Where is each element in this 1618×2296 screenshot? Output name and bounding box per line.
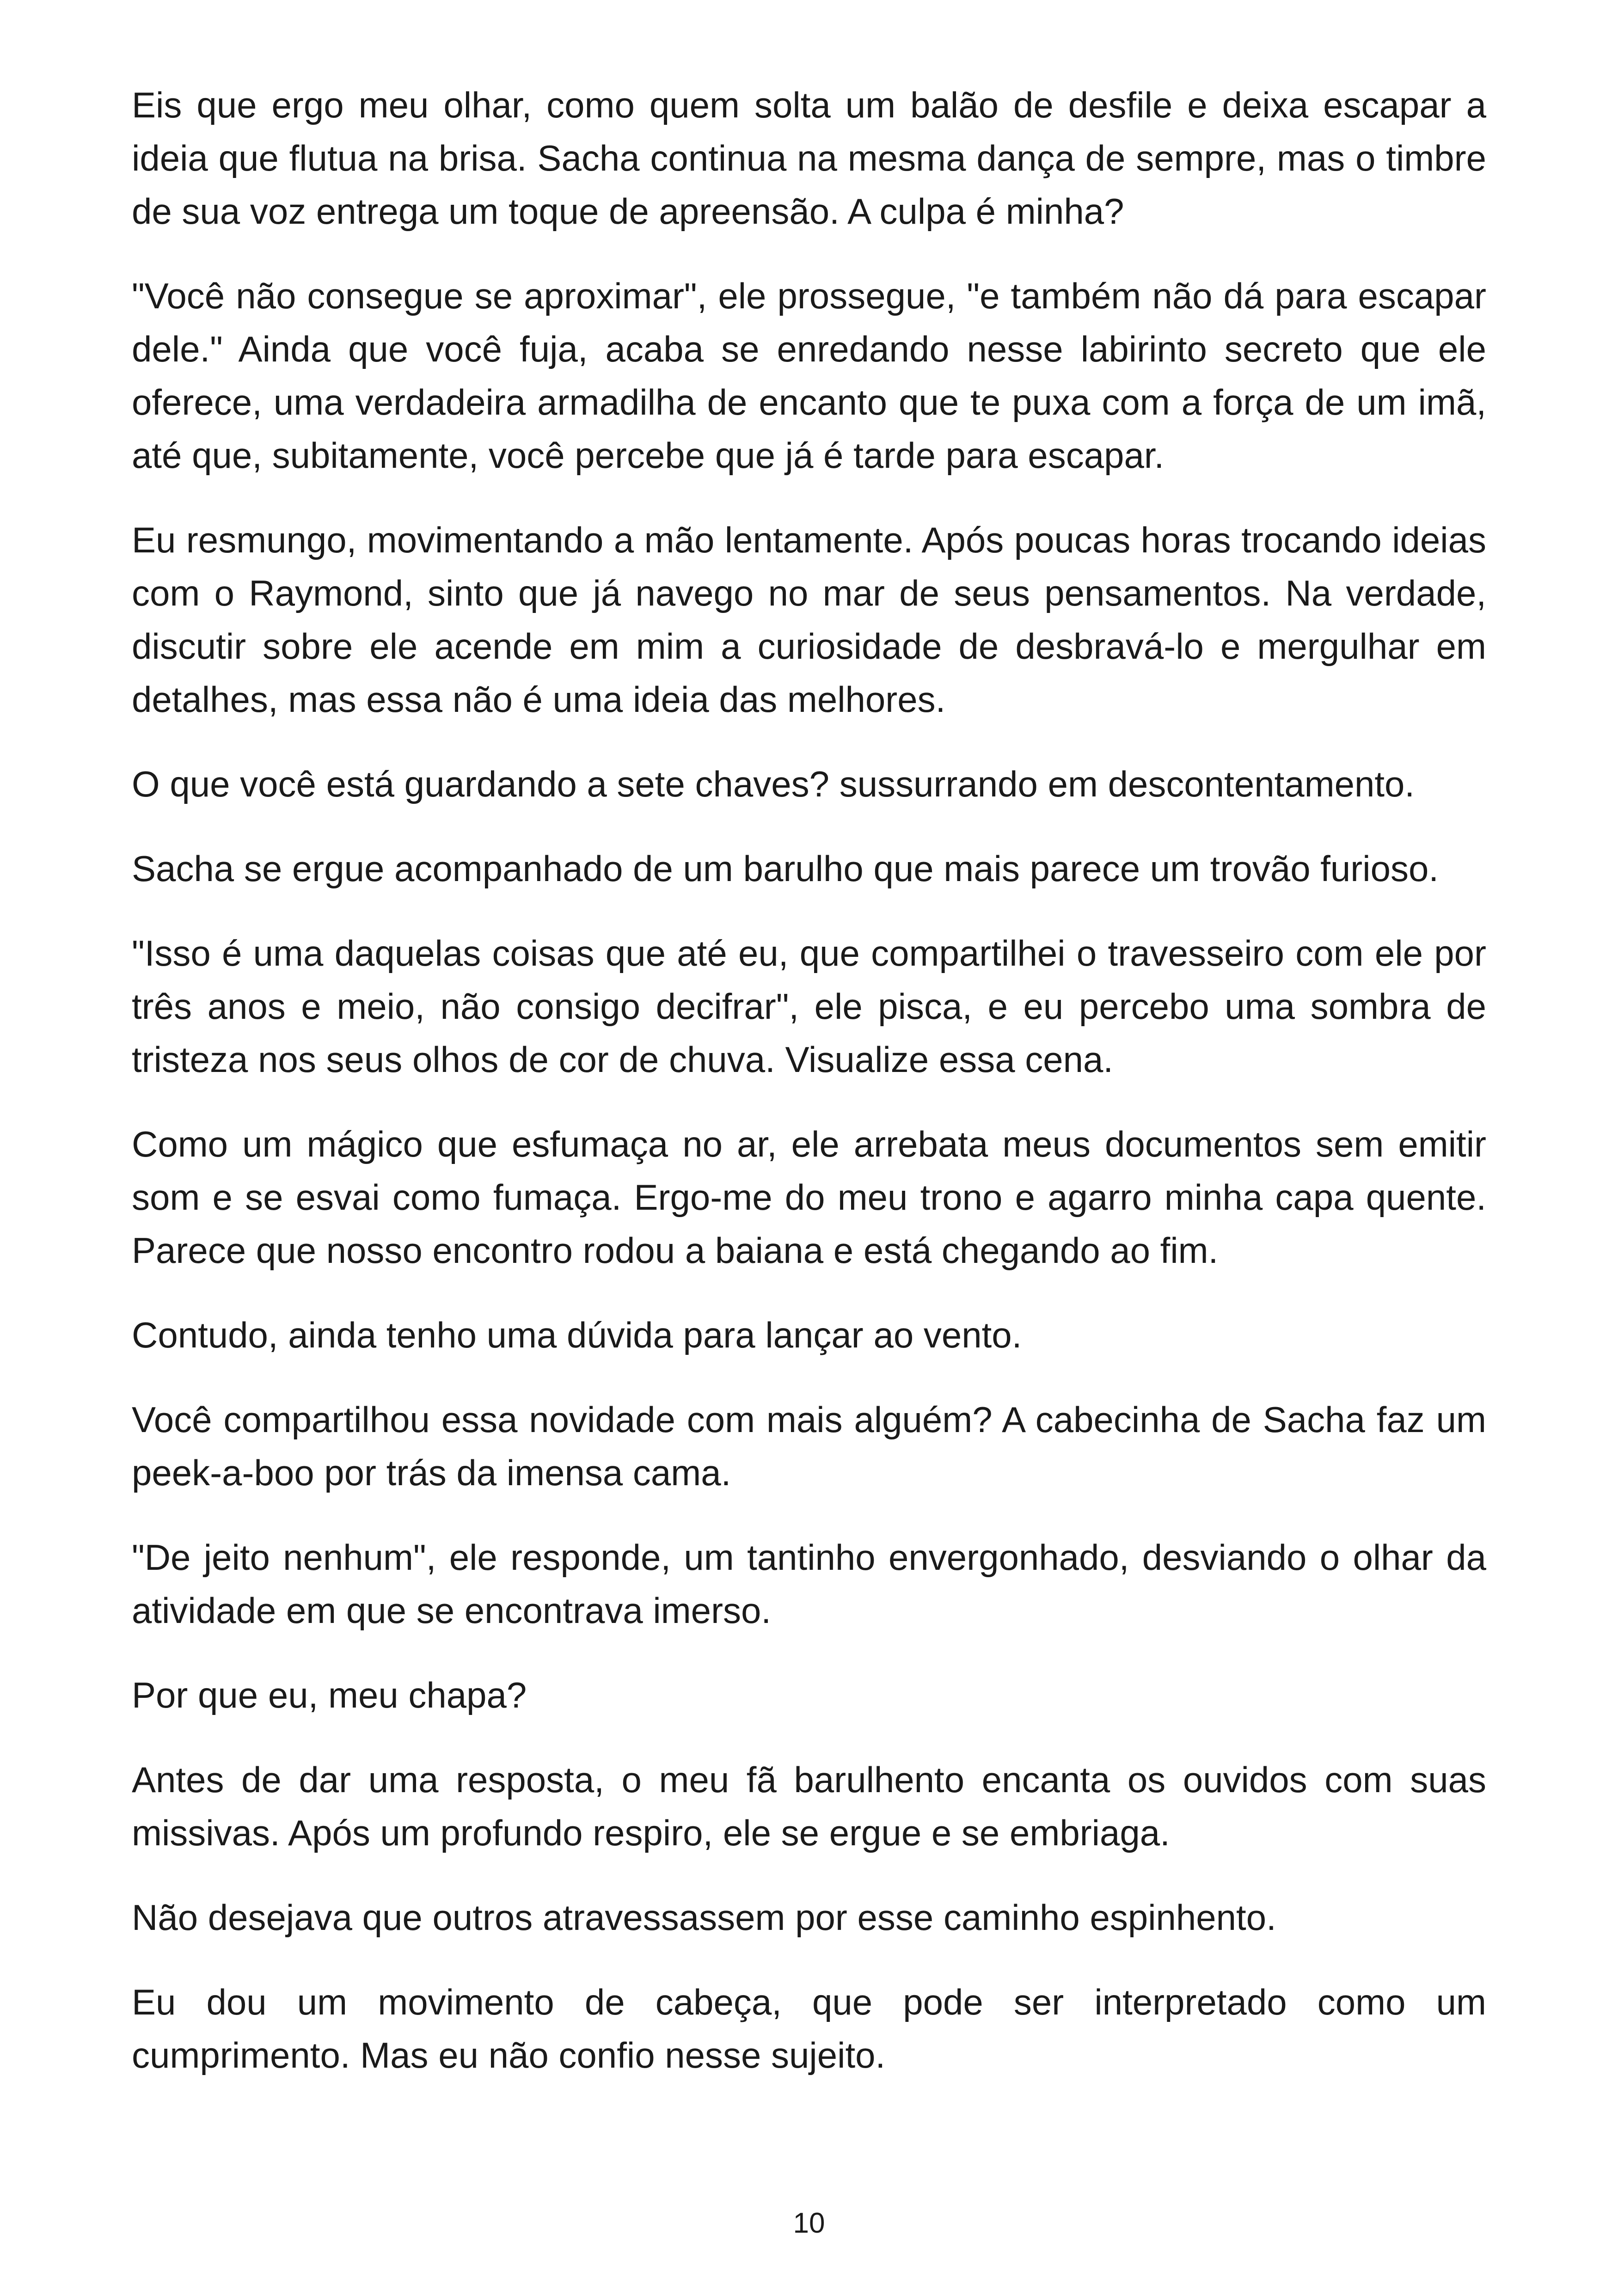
paragraph: Como um mágico que esfumaça no ar, ele arrebata meus documentos sem emitir som e se esvai como fumaça. Ergo-me do meu trono e agarro minha capa quente. Parece que nosso encontro rodou a baiana e está chegando ao fim. bbox=[132, 1124, 1486, 1271]
paragraph: Eu dou um movimento de cabeça, que pode ser interpretado como um cumprimento. Mas eu não confio nesse sujeito. bbox=[132, 1982, 1486, 2076]
paragraph: Contudo, ainda tenho uma dúvida para lançar ao vento. bbox=[132, 1315, 1022, 1355]
paragraph: Antes de dar uma resposta, o meu fã barulhento encanta os ouvidos com suas missivas. Após um profundo respiro, ele se ergue e se embriaga. bbox=[132, 1759, 1486, 1853]
paragraph: Sacha se ergue acompanhado de um barulho que mais parece um trovão furioso. bbox=[132, 848, 1439, 889]
paragraph: "Você não consegue se aproximar", ele prossegue, "e também não dá para escapar dele." Ainda que você fuja, acaba se enredando nesse labirinto secreto que ele oferece, uma verdadeira armadilha de encanto que te puxa com a força de um imã, até que, subitamente, você percebe que já é tarde para escapar. bbox=[132, 276, 1486, 476]
page-number: 10 bbox=[793, 2207, 825, 2239]
paragraph: Eis que ergo meu olhar, como quem solta um balão de desfile e deixa escapar a ideia que flutua na brisa. Sacha continua na mesma dança de sempre, mas o timbre de sua voz entrega um toque de apreensão. A culpa é minha? bbox=[132, 85, 1486, 232]
paragraph: "De jeito nenhum", ele responde, um tantinho envergonhado, desviando o olhar da atividade em que se encontrava imerso. bbox=[132, 1537, 1486, 1631]
paragraph: Por que eu, meu chapa? bbox=[132, 1675, 527, 1715]
paragraph: "Isso é uma daquelas coisas que até eu, que compartilhei o travesseiro com ele por três anos e meio, não consigo decifrar", ele pisca, e eu percebo uma sombra de tristeza nos seus olhos de cor de chuva. Visualize essa cena. bbox=[132, 933, 1486, 1080]
paragraph: Você compartilhou essa novidade com mais alguém? A cabecinha de Sacha faz um peek-a-boo por trás da imensa cama. bbox=[132, 1399, 1486, 1493]
page-body bbox=[132, 79, 1486, 2113]
paragraph: Não desejava que outros atravessassem por esse caminho espinhento. bbox=[132, 1897, 1276, 1938]
paragraph: O que você está guardando a sete chaves? sussurrando em descontentamento. bbox=[132, 764, 1415, 804]
paragraph: Eu resmungo, movimentando a mão lentamente. Após poucas horas trocando ideias com o Raymond, sinto que já navego no mar de seus pensamentos. Na verdade, discutir sobre ele acende em mim a curiosidade de desbravá-lo e mergulhar em detalhes, mas essa não é uma ideia das melhores. bbox=[132, 520, 1486, 720]
